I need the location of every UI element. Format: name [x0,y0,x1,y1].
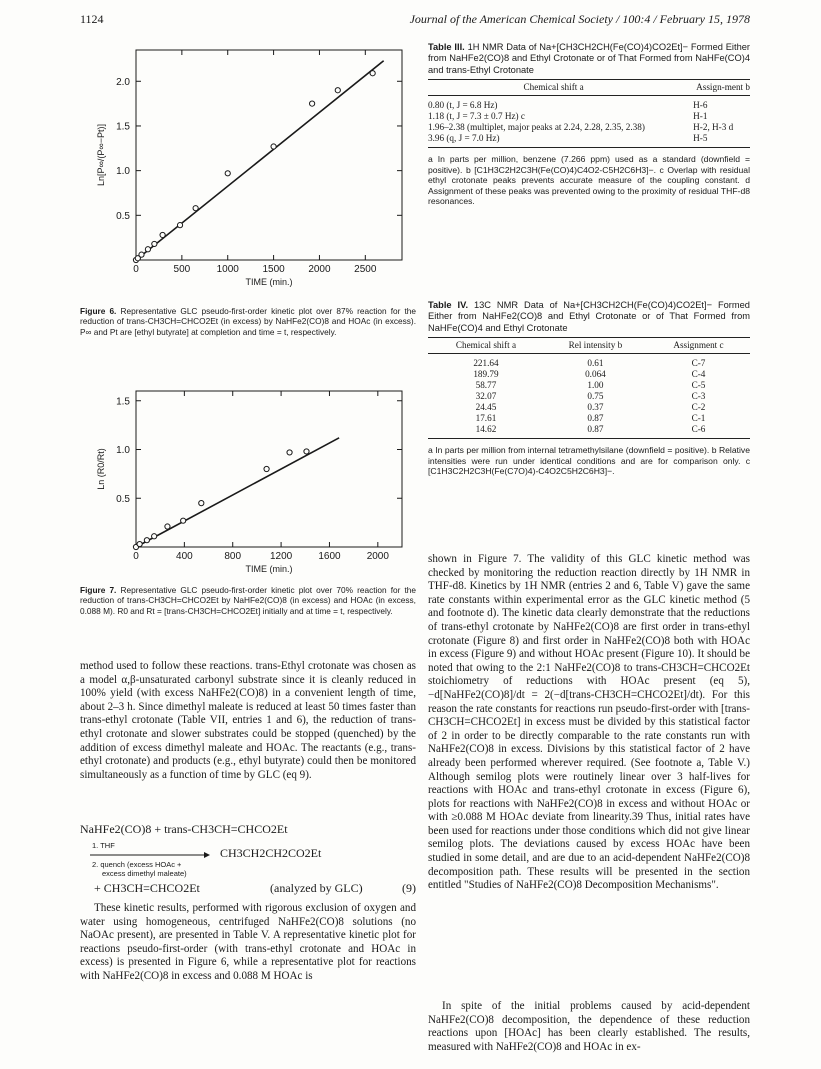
table-4-cell-shift: 14.62 [428,424,544,439]
y-tick-label: 0.5 [116,210,130,222]
data-point [264,466,269,471]
left-paragraph-1-text: method used to follow these reactions. trans-Ethyl crotonate was chosen as a model α,β-unsaturated carbonyl substrate since it is cleanly reduced in 100% yield (with excess NaHFe2(CO)8) in a convenient length of time, about 2–3 h. Since dimethyl maleate is reduced at least 50 times faster than trans-ethyl crotonate (Table VII, entries 1 and 6), the reduction of trans-ethyl crotonate and slower substrates could be stopped (quenched) by the addition of excess dimethyl maleate and HOAc. The reactants (e.g., trans-ethyl crotonate) and products (e.g., ethyl butyrate) could then be monitored simultaneously as a function of time by GLC (eq 9). [80,660,416,781]
data-point [152,534,157,539]
table-3-title-text: 1H NMR Data of Na+[CH3CH2CH(Fe(CO)4)CO2Et]− Formed Either from NaHFe2(CO)8 and Ethyl Crotonate or of That Formed from NaHFe(CO)4 and trans-Ethyl Crotonate [428,42,751,75]
left-paragraph-2-text: These kinetic results, performed with rigorous exclusion of oxygen and water using homogeneous, centrifuged NaHFe2(CO)8 solutions (no NaOAc present), are presented in Table V. A representative kinetic plot for reactions pseudo-first-order (with trans-ethyl crotonate and HOAc in excess) is presented in Figure 6, while a representative plot for reactions with NaHFe2(CO)8 in excess and 0.088 M HOAc is [80,902,416,982]
journal-running-head: Journal of the American Chemical Society / 100:4 / February 15, 1978 [409,12,750,26]
table-3-label: Table III. [428,42,465,52]
table-4-col-shift: Chemical shift a [428,340,544,354]
table-4-title-text: 13C NMR Data of Na+[CH3CH2CH(Fe(CO)4)CO2Et]− Formed Either from NaHFe2(CO)8 and Ethyl Crotonate or of That Formed from NaHFe(CO)4 and Ethyl Crotonate [428,300,750,333]
x-tick-label: 1000 [216,264,239,275]
data-point [137,541,142,546]
table-4-cell-assign: C-6 [647,424,750,439]
table-4-cell-intensity: 0.87 [587,413,604,424]
equation-byproduct: + CH3CH=CHCO2Et [94,881,200,895]
table-4-col-intensity: Rel intensity b [544,340,647,354]
figure-7 [80,387,416,616]
data-point [287,450,292,455]
table-4-cell-intensity: 0.61 [587,358,604,369]
table-3-cell-assign: H-6 [693,100,708,111]
equation-number: (9) [402,881,416,895]
figure-7-caption [80,585,416,616]
x-tick-label: 400 [176,551,193,562]
table-3-col-assignment: Assign-ment b [679,82,750,96]
data-point [199,501,204,506]
table-row [428,96,750,112]
equation-note: (analyzed by GLC) [270,881,363,895]
figure-7-caption-label: Figure 7. [80,585,117,595]
table-4-cell-intensity: 0.37 [587,402,604,413]
table-row [428,413,750,424]
table-4-cell-assign: C-7 [691,358,706,369]
data-point [225,171,230,176]
y-axis-label: Ln[P∞/(P∞−Pt)] [96,123,106,187]
figure-6-caption-text: Representative GLC pseudo-first-order kinetic plot over 87% reaction for the reduction of trans-CH3CH=CHCO2Et (in excess) by NaHFe2(CO)8 and HOAc (in excess). P∞ and Pt are [ethyl butyrate] at completion and time = t, respectively. [80,306,417,337]
x-tick-label: 2000 [366,551,389,562]
table-3-grid [428,79,750,148]
table-3-cell-shift: 1.18 (t, J = 7.3 ± 0.7 Hz) c [428,111,525,122]
figure-7-caption-text: Representative GLC pseudo-first-order kinetic plot over 70% reaction for the reduction of trans-CH3CH=CHCO2Et by NaHFe2(CO)8 (in excess) and HOAc (in excess, 0.088 M). R0 and Rt = [trans-CH3CH=CHCO2Et] initially and at time = t, respectively. [80,585,417,616]
right-paragraph-1-text: shown in Figure 7. The validity of this GLC kinetic method was checked by monitoring the reduction reaction directly by 1H NMR in THF-d8. Kinetics by 1H NMR (entries 2 and 6, Table V) gave the same rate constants within experimental error as the GLC kinetic method (5 and footnote d). The kinetic data clearly demonstrate that the reductions of trans-ethyl crotonate by NaHFe2(CO)8 are first order in trans-ethyl crotonate (Figure 8) and first order in NaHFe2(CO)8 both with HOAc in excess (Figure 9) and without HOAc present (Figure 10). It should be noted that owing to the 2:1 NaHFe2(CO)8 to trans-CH3CH=CHCO2Et stoichiometry of reductions with HOAc present (eq 5), −d[NaHFe2(CO)8]/dt = 2(−d[trans-CH3CH=CHCO2Et]/dt). For this reason the rate constants for reactions run pseudo-first-order with [trans-CH3CH=CHCO2Et] in excess must be divided by this statistical factor of 2 in order to be directly comparable to the rate constants run with NaHFe2(CO)8 in excess. Divisions by this statistical factor of 2 have already been performed wherever required. (See footnote a, Table V.) Although semilog plots were routinely linear over 3 half-lives for reactions with HOAc and trans-ethyl crotonate in excess (Figure 6), plots for reactions with NaHFe2(CO)8 in excess and without HOAc or with ≥0.088 M HOAc deviate from linearity.39 Thus, initial rates have been used for reactions under those conditions which did not give linear semilog plots. The deviations caused by excess HOAc have been studied in some detail, and are due to an acid-dependent NaHFe2(CO)8 decomposition path. These results will be presented in the section entitled "Studies of NaHFe2(CO)8 Decomposition Mechanisms". [428,553,750,892]
table-4-cell-assign: C-5 [691,380,706,391]
data-point [193,206,198,211]
equation-line-3 [80,881,416,899]
table-row [428,369,750,380]
table-row [428,354,750,370]
figure-6-caption-label: Figure 6. [80,306,117,316]
equation-condition-2: 2. quench (excess HOAc + [92,860,182,869]
data-point [145,247,150,252]
equation-condition-3: excess dimethyl maleate) [102,869,187,878]
table-row [428,424,750,439]
x-tick-label: 0 [133,264,139,275]
table-4-grid [428,337,750,439]
y-tick-label: 1.5 [116,396,130,408]
table-row [428,111,750,122]
right-paragraph-2-text: In spite of the initial problems caused by acid-dependent NaHFe2(CO)8 decomposition, the dependence of these reduction reactions upon [HOAc] has been clearly established. The results, measured with NaHFe2(CO)8 and HOAc in ex- [428,1000,750,1053]
table-3-cell-shift: 0.80 (t, J = 6.8 Hz) [428,100,498,111]
table-4-cell-intensity: 0.064 [585,369,606,380]
x-tick-label: 1500 [262,264,285,275]
table-4-cell-assign: C-2 [691,402,706,413]
data-point [160,232,165,237]
figure-6 [80,42,416,337]
y-tick-label: 0.5 [116,493,130,505]
data-point [304,449,309,454]
equation-9 [80,822,416,899]
figure-7-plot [80,387,416,583]
table-3 [428,42,750,207]
table-4-cell-shift: 32.07 [475,391,497,402]
x-axis-label: TIME (min.) [245,564,293,574]
equation-arrow-block [80,841,416,877]
table-4-col-assignment: Assignment c [647,340,750,354]
left-paragraph-2 [80,902,416,984]
data-point [177,223,182,228]
table-4-cell-intensity: 1.00 [587,380,604,391]
right-paragraph-2 [428,1000,750,1054]
table-row [428,122,750,133]
table-3-cell-shift: 3.96 (q, J = 7.0 Hz) [428,133,679,148]
table-row [428,402,750,413]
table-4-cell-intensity: 0.87 [544,424,647,439]
x-tick-label: 2500 [354,264,377,275]
table-4-footnote: a In parts per million from internal tetramethylsilane (downfield = positive). b Relative intensities were run under identical conditions and are for comparison only. c [C1H3C2H2C3H(Fe(C7O)4)-C4O2C5H2C6H3]−. [428,445,750,477]
equation-product: CH3CH2CH2CO2Et [220,846,322,860]
data-point [139,252,144,257]
data-point [165,524,170,529]
y-tick-label: 1.5 [116,121,130,133]
figure-6-plot [80,42,416,304]
figure-6-caption [80,306,416,337]
table-3-col-shift: Chemical shift a [428,82,679,96]
y-tick-label: 1.0 [116,445,130,456]
table-3-cell-assign: H-2, H-3 d [693,122,734,133]
y-tick-label: 1.0 [116,166,130,178]
x-tick-label: 800 [224,551,242,562]
data-point [181,518,186,523]
table-4-cell-assign: C-1 [691,413,706,424]
x-tick-label: 0 [133,551,139,562]
table-row [428,133,750,148]
equation-condition-1: 1. THF [92,841,115,850]
x-tick-label: 1200 [269,551,293,562]
table-4-cell-shift: 221.64 [473,358,499,369]
table-3-cell-assign: H-5 [679,133,750,148]
fit-line [136,438,339,547]
x-tick-label: 1600 [318,551,341,562]
table-4-cell-shift: 17.61 [475,413,497,424]
table-row [428,391,750,402]
table-3-title [428,42,750,76]
table-4-cell-shift: 58.77 [475,380,497,391]
page-header [80,12,750,30]
data-point [152,241,157,246]
table-3-cell-assign: H-1 [693,111,708,122]
data-point [144,538,149,543]
table-4-label: Table IV. [428,300,469,310]
table-3-cell-shift: 1.96–2.38 (multiplet, major peaks at 2.24, 2.28, 2.35, 2.38) [428,122,645,133]
left-paragraph-1 [80,660,416,782]
table-3-footnote: a In parts per million, benzene (7.266 ppm) used as a standard (downfield = positive). b [C1H3C2H2C3H(Fe(CO)4)C4O2-C5H2C6H3]−. c Overlap with residual ethyl crotonate peaks prevents accurate measure of the coupling constant. d Assignment of these peaks was prevented owing to the proximity of residual THF-d8 resonances. [428,154,750,207]
data-point [370,71,375,76]
x-tick-label: 2000 [308,264,331,275]
x-axis-label: TIME (min.) [245,277,293,287]
data-point [271,144,276,149]
table-4-cell-intensity: 0.75 [587,391,604,402]
page-number: 1124 [80,12,104,26]
equation-reactants: NaHFe2(CO)8 + trans-CH3CH=CHCO2Et [80,822,288,836]
right-paragraph-1 [428,553,750,893]
table-4-cell-assign: C-4 [691,369,706,380]
equation-arrow-icon [90,851,210,859]
data-point [310,101,315,106]
x-tick-label: 500 [173,264,191,275]
table-4-cell-shift: 189.79 [473,369,499,380]
table-4-title [428,300,750,334]
y-axis-label: Ln (R0/Rt) [96,448,106,490]
y-tick-label: 2.0 [116,76,130,88]
fit-line [136,61,384,260]
table-4-cell-assign: C-3 [691,391,706,402]
data-point [335,88,340,93]
table-4-cell-shift: 24.45 [475,402,497,413]
table-4 [428,300,750,477]
table-row [428,380,750,391]
